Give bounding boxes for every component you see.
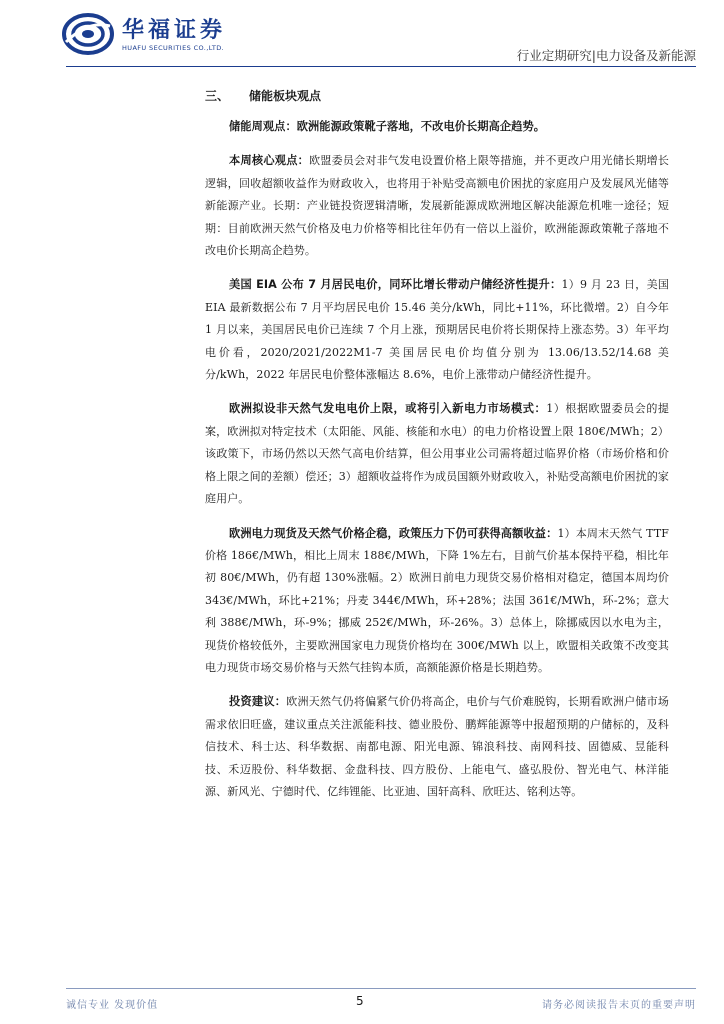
paragraph-body: 欧洲天然气仍将偏紧气价仍将高企，电价与气价难脱钩，长期看欧洲户储市场需求依旧旺盛，建议重点关注派能科技、德业股份、鹏辉能源等中报超预期的户储标的，及科信技术、科士达、科华数据、南都电源、阳光电源、锦浪科技、南网科技、固德威、昱能科技、禾迈股份、科华数据、金盘科技、四方股份、上能电气、盛弘股份、智光电气、林洋能源、新风光、宁德时代、亿纬锂能、比亚迪、国轩高科、欣旺达、铭利达等。: [205, 695, 669, 798]
page-header: [0, 0, 724, 68]
section-title: 储能板块观点: [249, 89, 322, 103]
paragraph-body: 1）本周末天然气 TTF 价格 186€/MWh，相比上周末 188€/MWh，下降 1%左右，目前气价基本保持平稳，相比年初 80€/MWh，仍有超 130%涨幅。2）欧洲日前电力现货交易价格相对稳定，德国本周均价 343€/MWh，环比+21%；丹麦 344€/MWh，环+28%；法国 361€/MWh，环-2%；意大利 388€/MWh，环-9%；挪威 252€/MWh，环-26%。3）总体上，除挪威因以水电为主，现货价格较低外，主要欧洲国家电力现货价格均在 300€/MWh 以上，欧盟相关政策不改变其电力现货市场交易价格与天然气挂钩本质，高额能源价格是长期趋势。: [205, 526, 669, 674]
paragraph-body: 1）9 月 23 日，美国 EIA 最新数据公布 7 月平均居民电价 15.46 美分/kWh，同比+11%，环比微增。2）自今年 1 月以来，美国居民电价已连续 7 个月上涨，预期居民电价将长期保持上涨态势。3）年平均电价看，2020/2021/2022M1-7 美国居民电价均值分别为 13.06/13.52/14.68 美分/kWh，2022 年居民电价整体涨幅达 8.6%，电价上涨带动户储经济性提升。: [205, 278, 669, 382]
document-type: 行业定期研究|电力设备及新能源: [516, 48, 696, 63]
company-logo: [62, 10, 252, 60]
paragraph: [205, 150, 669, 262]
paragraph-lead: 本周核心观点：: [229, 154, 310, 168]
paragraph-body: 1）根据欧盟委员会的提案，欧洲拟对特定技术（太阳能、风能、核能和水电）的电力价格设置上限 180€/MWh；2）该政策下，市场仍然以天然气高电价结算，但公用事业公司需将超过临界价格（市场价格和价格上限之间的差额）偿还；3）超额收益将作为成员国额外财政收入，补贴受高额电价困扰的家庭用户。: [205, 402, 669, 506]
paragraph-body: 欧盟委员会对非气发电设置价格上限等措施，并不更改户用光储长期增长逻辑，回收超额收益作为财政收入，也将用于补贴受高额电价困扰的家庭用户及发展风光储等新能源产业。长期：产业链投资逻辑清晰，发展新能源成欧洲地区解决能源危机唯一途径；短期：目前欧洲天然气价格及电力价格等相比往年仍有一倍以上溢价，欧洲能源政策靴子落地不改电价长期高企趋势。: [205, 154, 669, 258]
paragraph: [205, 523, 669, 680]
paragraph: [205, 691, 669, 803]
paragraph-lead: 储能周观点：欧洲能源政策靴子落地，不改电价长期高企趋势。: [229, 120, 546, 133]
page-footer: [0, 988, 724, 1024]
footer-divider: [66, 988, 696, 989]
paragraph: [205, 116, 669, 138]
section-heading: [205, 87, 669, 105]
paragraph: [205, 398, 669, 510]
huafu-logo-icon: [62, 12, 114, 56]
paragraph-lead: 欧洲拟设非天然气发电电价上限，或将引入新电力市场模式：: [229, 402, 547, 416]
footer-slogan: 诚信专业 发现价值: [66, 1000, 159, 1011]
page-number: 5: [356, 994, 364, 1008]
footer-disclaimer: 请务必阅读报告末页的重要声明: [542, 1000, 696, 1011]
logo-chinese-name: 华福证券: [122, 18, 227, 43]
paragraph-lead: 美国 EIA 公布 7 月居民电价，同环比增长带动户储经济性提升：: [229, 278, 562, 292]
section-number: 三、: [205, 89, 230, 103]
logo-english-name: HUAFU SECURITIES CO.,LTD.: [122, 44, 225, 52]
paragraph-lead: 欧洲电力现货及天然气价格企稳，政策压力下仍可获得高额收益：: [229, 526, 558, 540]
paragraph: [205, 274, 669, 386]
header-divider: [66, 66, 696, 67]
main-content: [205, 87, 669, 815]
paragraph-lead: 投资建议：: [229, 695, 287, 709]
